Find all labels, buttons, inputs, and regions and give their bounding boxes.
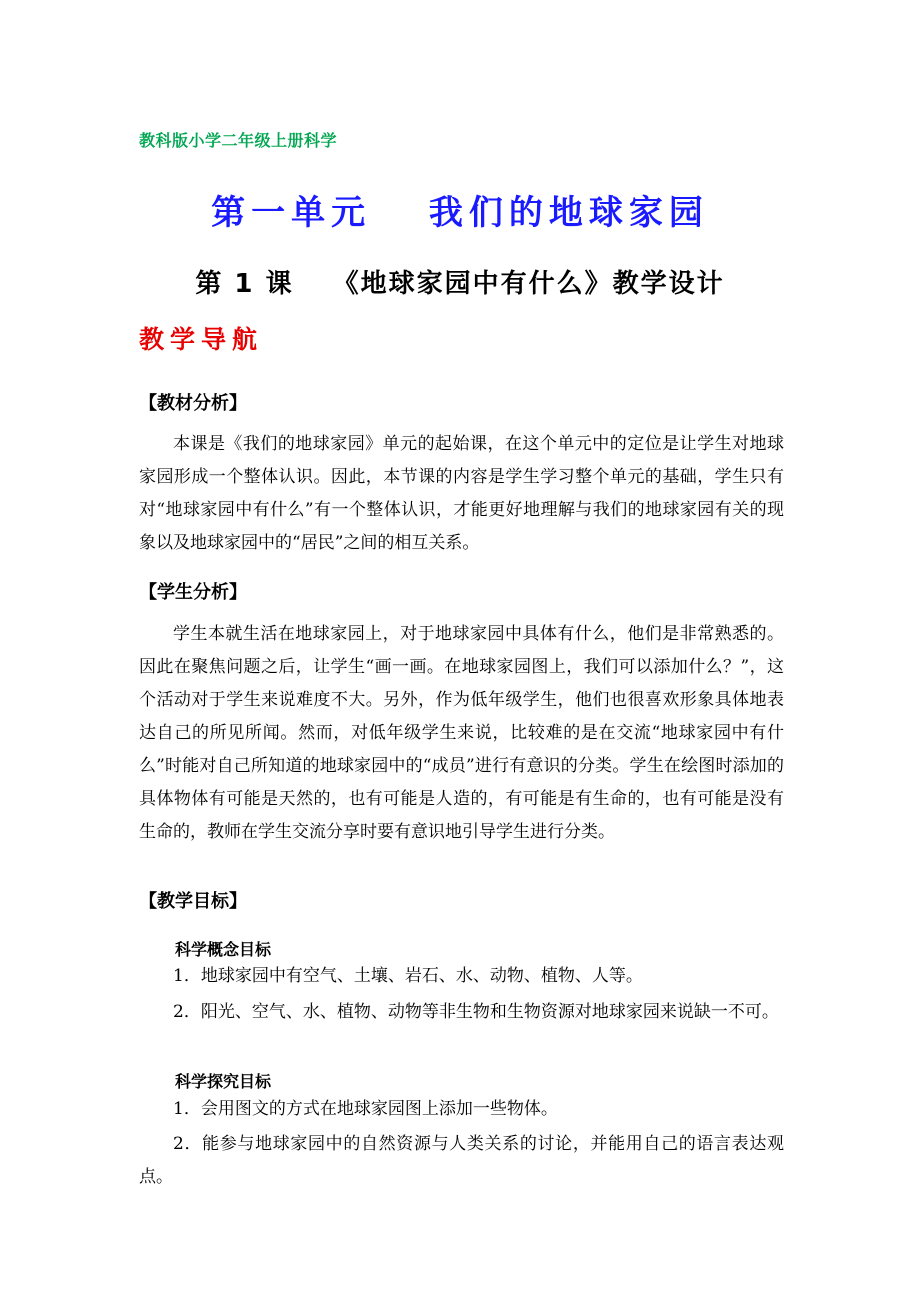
- textbook-analysis-paragraph: 本课是《我们的地球家园》单元的起始课，在这个单元中的定位是让学生对地球家园形成一个整体认识。因此，本节课的内容是学生学习整个单元的基础，学生只有对“地球家园中有什么”有一个整体认识，才能更好地理解与我们的地球家园有关的现象以及地球家园中的“居民”之间的相互关系。: [139, 434, 784, 553]
- lesson-title: 第 1 课 《地球家园中有什么》教学设计: [195, 269, 725, 299]
- student-analysis-heading: 【学生分析】: [139, 582, 247, 603]
- teaching-nav-heading: 教学导航: [139, 325, 264, 354]
- concept-goal-item-1: 1．地球家园中有空气、土壤、岩石、水、动物、植物、人等。: [173, 966, 643, 986]
- unit-title: 第一单元 我们的地球家园: [211, 193, 709, 233]
- concept-goals-heading: 科学概念目标: [175, 940, 272, 959]
- teaching-goals-heading: 【教学目标】: [139, 891, 247, 912]
- inquiry-goal-item-2: 2．能参与地球家园中的自然资源与人类关系的讨论，并能用自己的语言表达观点。: [139, 1134, 784, 1187]
- publisher-label: 教科版小学二年级上册科学: [139, 131, 338, 150]
- textbook-analysis-heading: 【教材分析】: [139, 393, 247, 414]
- inquiry-goals-heading: 科学探究目标: [175, 1072, 272, 1091]
- concept-goal-item-2: 2．阳光、空气、水、植物、动物等非生物和生物资源对地球家园来说缺一不可。: [173, 1002, 779, 1022]
- student-analysis-paragraph: 学生本就生活在地球家园上，对于地球家园中具体有什么，他们是非常熟悉的。因此在聚焦问题之后，让学生“画一画。在地球家园图上，我们可以添加什么？”，这个活动对于学生来说难度不大。另外，作为低年级学生，他们也很喜欢形象具体地表达自己的所见所闻。然而，对低年级学生来说，比较难的是在交流“地球家园中有什么”时能对自己所知道的地球家园中的“成员”进行有意识的分类。学生在绘图时添加的具体物体有可能是天然的，也有可能是人造的，有可能是有生命的，也有可能是没有生命的，教师在学生交流分享时要有意识地引导学生进行分类。: [139, 624, 784, 842]
- inquiry-goal-item-1: 1．会用图文的方式在地球家园图上添加一些物体。: [173, 1099, 558, 1119]
